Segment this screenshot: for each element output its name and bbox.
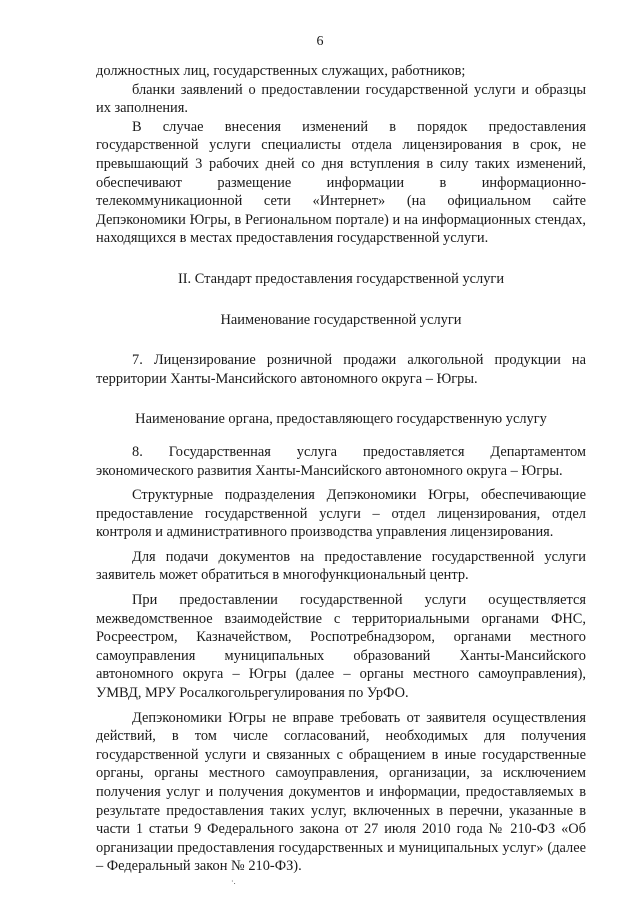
clause-8: 8. Государственная услуга предоставляется Департаментом экономического развития Ханты-Мансийского автономного округа – Югры. <box>96 443 586 479</box>
paragraph-interaction: При предоставлении государственной услуги осуществляется межведомственное взаимодействие с территориальными органами ФНС, Росреестром, Казначейством, Роспотребнадзором, органами местного самоуправления муниципальных образований Ханты-Мансийского автономного округа – Югры (далее – органы местного самоуправления), УМВД, МРУ Росалкогольрегулирования по УрФО. <box>96 592 586 702</box>
section-heading: II. Стандарт предоставления государственной услуги <box>177 270 505 287</box>
subheading-service-name: Наименование государственной услуги <box>220 311 462 328</box>
list-item-continuation: должностных лиц, государственных служащих, работников; <box>96 63 466 79</box>
scan-speck: ·. <box>231 877 236 886</box>
page-number: 6 <box>316 34 324 49</box>
paragraph-mfc: Для подачи документов на предоставление государственной услуги заявитель может обратиться в многофункциональный центр. <box>96 548 586 584</box>
paragraph-departments: Структурные подразделения Депэкономики Югры, обеспечивающие предоставление государственной услуги – отдел лицензирования, отдел контроля и административного производства управления лицензирования. <box>96 487 586 541</box>
subheading-authority: Наименование органа, предоставляющего государственную услугу <box>135 411 547 428</box>
document-body <box>96 62 586 876</box>
clause-7: 7. Лицензирование розничной продажи алкогольной продукции на территории Ханты-Мансийского автономного округа – Югры. <box>96 352 586 387</box>
list-item-forms: бланки заявлений о предоставлении государственной услуги и образцы их заполнения. <box>96 81 586 117</box>
paragraph-changes: В случае внесения изменений в порядок предоставления государственной услуги специалисты отдела лицензирования в срок, не превышающий 3 рабочих дней со дня вступления в силу таких изменений, обеспечивают размещение информации в информационно-телекоммуникационной сети «Интернет» (на официальном сайте Депэкономики Югры, в Региональном портале) и на информационных стендах, находящихся в местах предоставления государственной услуги. <box>96 118 586 247</box>
paragraph-restrictions: Депэкономики Югры не вправе требовать от заявителя осуществления действий, в том числе согласований, необходимых для получения государственной услуги и связанных с обращением в иные государственные органы, органы местного самоуправления, организации, за исключением получения услуг и получения документов и информации, предоставляемых в результате предоставления таких услуг, включенных в перечни, указанные в части 1 статьи 9 Федерального закона от 27 июля 2010 года № 210-ФЗ «Об организации предоставления государственных и муниципальных услуг» (далее – Федеральный закон № 210-ФЗ). <box>96 709 586 875</box>
